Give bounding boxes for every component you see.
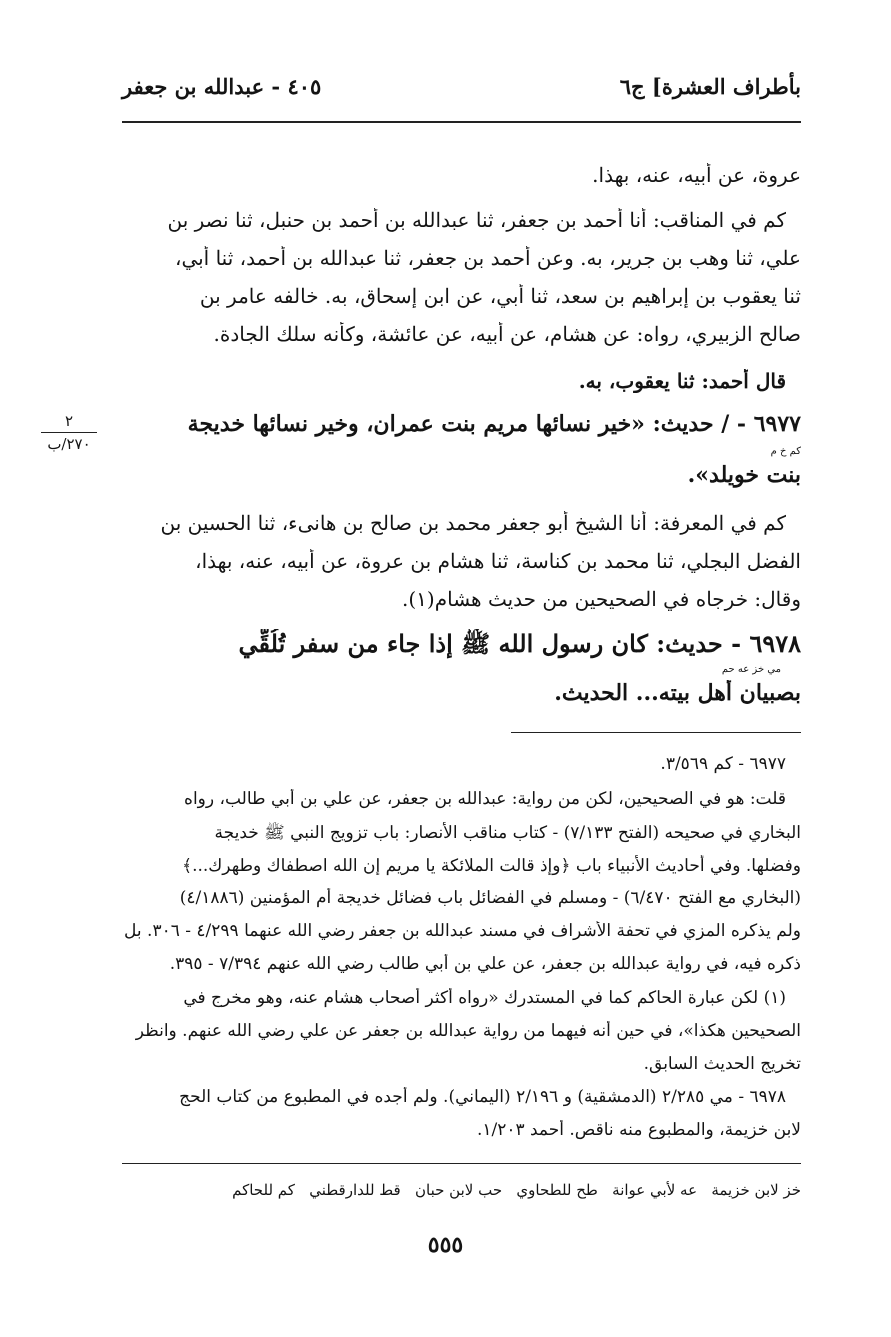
abbreviations-rule [122,1163,801,1164]
running-head-book-title: بأطراف العشرة] ج٦ [619,74,801,99]
running-head-section: ٤٠٥ - عبدالله بن جعفر [122,74,322,99]
text-line: كم في المناقب: أنا أحمد بن جعفر، ثنا عبدالله بن أحمد بن حنبل، ثنا نصر بن [167,208,786,232]
footnote-line: الصحيحين هكذا»، في حين أنه فيهما من رواية عبدالله بن جعفر عن علي رضي الله عنهم. وانظر [135,1021,801,1041]
text-line: صالح الزبيري، رواه: عن هشام، عن أبيه، عن عائشة، وكأنه سلك الجادة. [213,322,801,346]
footnote-line: (البخاري مع الفتح ٦/٤٧٠) - ومسلم في الفضائل باب فضائل خديجة أم المؤمنين (٤/١٨٨٦) [179,888,801,908]
hadith-heading-6978-cont: بصبيان أهل بيته... الحديث. [554,680,801,706]
hadith-heading-6977-cont: بنت خويلد». [687,462,801,488]
footnote-line: (١) لكن عبارة الحاكم كما في المستدرك «رواه أكثر أصحاب هشام عنه، وهو مخرج في [183,988,786,1008]
margin-manuscript-folio [38,412,100,453]
abbreviations-key: خز لابن خزيمة عه لأبي عوانة طح للطحاوي حب لابن حبان قط للدارقطني كم للحاكم [232,1181,801,1199]
footnote-line: وفضلها. وفي أحاديث الأنبياء باب ﴿وإذ قالت الملائكة يا مريم إن الله اصطفاك وطهرك...﴾ [182,856,801,876]
text-line: عروة، عن أبيه، عنه، بهذا. [592,163,801,187]
source-sigla: مي خز عه حم [721,664,781,675]
footnote-line: لابن خزيمة، والمطبوع منه ناقص. أحمد ١/٢٠٣. [476,1120,801,1140]
footnote-line: ٦٩٧٧ - كم ٣/٥٦٩. [660,754,786,774]
text-line: الفضل البجلي، ثنا محمد بن كناسة، ثنا هشام بن عروة، عن أبيه، عنه، بهذا، [195,549,801,573]
margin-note-top: ٢ [64,412,74,430]
footnote-line: البخاري في صحيحه (الفتح ٧/١٣٣) - كتاب مناقب الأنصار: باب تزويج النبي ﷺ خديجة [214,823,801,843]
footnote-line: ولم يذكره المزي في تحفة الأشراف في مسند عبدالله بن جعفر رضي الله عنهما ٤/٢٩٩ - ٣٠٦. بل [124,921,801,941]
text-line: كم في المعرفة: أنا الشيخ أبو جعفر محمد بن صالح بن هانىء، ثنا الحسين بن [160,511,786,535]
header-rule [122,121,801,123]
text-line: ثنا يعقوب بن إبراهيم بن سعد، ثنا أبي، عن ابن إسحاق، به. خالفه عامر بن [199,284,801,308]
text-line: قال أحمد: ثنا يعقوب، به. [578,369,786,393]
text-line: علي، ثنا وهب بن جرير، به. وعن أحمد بن جعفر، ثنا عبدالله بن أحمد، ثنا أبي، [174,246,801,270]
source-sigla: كم خ م [770,446,801,457]
hadith-heading-6977: ٦٩٧٧ - / حديث: «خير نسائها مريم بنت عمران، وخير نسائها خديجة [187,411,801,437]
margin-note-divider [41,432,97,433]
footnote-line: تخريج الحديث السابق. [643,1054,801,1074]
footnote-separator [511,732,801,733]
text-line: وقال: خرجاه في الصحيحين من حديث هشام(١). [402,587,801,611]
footnote-line: ٦٩٧٨ - مي ٢/٢٨٥ (الدمشقية) و ٢/١٩٦ (اليماني). ولم أجده في المطبوع من كتاب الحج [179,1087,786,1107]
footnote-line: قلت: هو في الصحيحين، لكن من رواية: عبدالله بن جعفر، عن علي بن أبي طالب، رواه [184,789,786,809]
page-number: ٥٥٥ [427,1232,464,1258]
margin-note-bottom: ٢٧٠/ب [47,435,91,453]
hadith-heading-6978: ٦٩٧٨ - حديث: كان رسول الله ﷺ إذا جاء من سفر تُلُقِّي [238,629,801,658]
footnote-line: ذكره فيه، في رواية عبدالله بن جعفر، عن علي بن أبي طالب رضي الله عنهم ٧/٣٩٤ - ٣٩٥. [169,954,801,974]
